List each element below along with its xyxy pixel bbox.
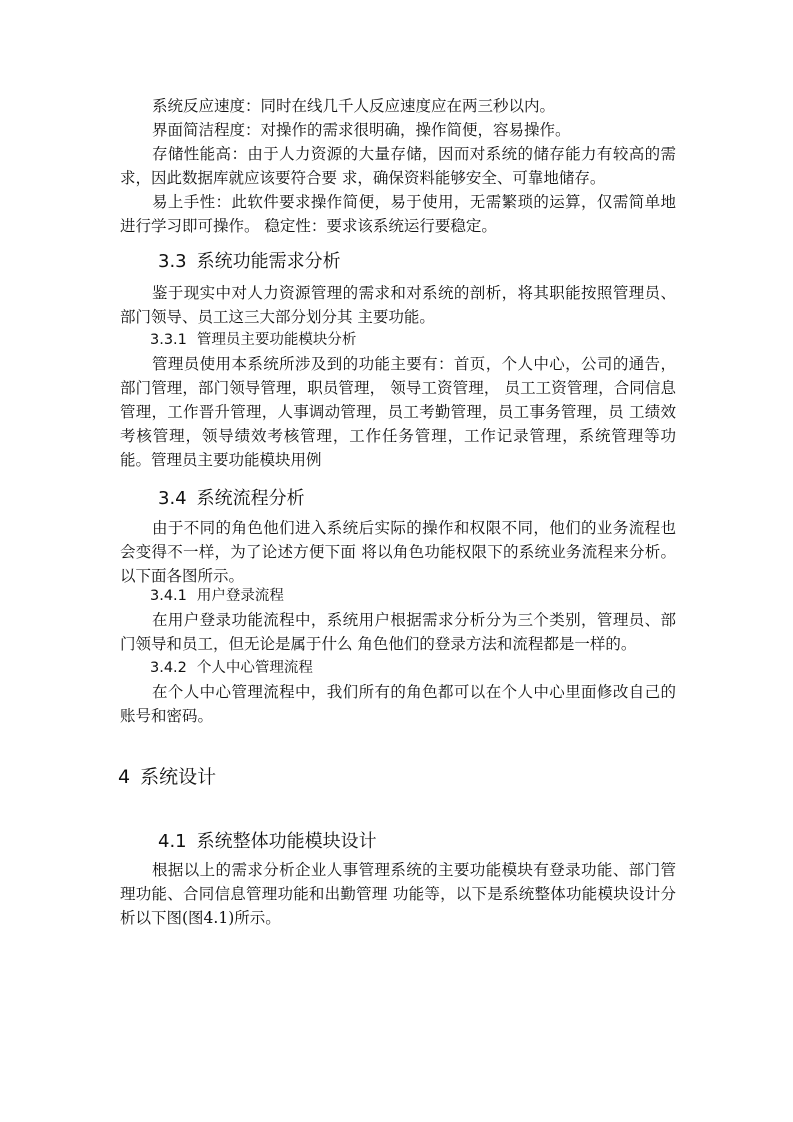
section-title: 用户登录流程 — [196, 588, 284, 604]
section-number: 3.4.1 — [150, 588, 187, 604]
paragraph-4-1: 根据以上的需求分析企业人事管理系统的主要功能模块有登录功能、部门管理功能、合同信息管理功能和出勤管理 功能等，以下是系统整体功能模块设计分析以下图(图4.1)所示。 — [120, 861, 676, 927]
chapter-heading-4 — [118, 762, 216, 789]
section-title: 系统功能需求分析 — [196, 251, 341, 272]
paragraph-ease-of-use: 易上手性：此软件要求操作简便，易于使用，无需繁琐的运算，仅需简单地进行学习即可操作。 稳定性：要求该系统运行要稳定。 — [120, 193, 676, 235]
paragraph-3-3: 鉴于现实中对人力资源管理的需求和对系统的剖析，将其职能按照管理员、部门领导、员工这三大部分划分其 主要功能。 — [120, 284, 676, 326]
paragraph-3-3-1: 管理员使用本系统所涉及到的功能主要有：首页，个人中心，公司的通告，部门管理，部门领导管理，职员管理， 领导工资管理， 员工工资管理，合同信息管理，工作晋升管理，人事调动管理，员工考勤管理，员工事务管理，员 工绩效考核管理，领导绩效考核管理，工作任务管理，工作记录管理，系统管理等功能。管理员主要功能模块用例 — [120, 355, 676, 469]
section-number: 3.4 — [158, 488, 187, 509]
paragraph-storage-performance: 存储性能高：由于人力资源的大量存储，因而对系统的储存能力有较高的需求，因此数据库就应该要符合要 求，确保资料能够安全、可靠地储存。 — [120, 145, 676, 187]
section-heading-3-4 — [158, 484, 305, 510]
paragraph-3-4-1: 在用户登录功能流程中，系统用户根据需求分析分为三个类别，管理员、部门领导和员工，但无论是属于什么 角色他们的登录方法和流程都是一样的。 — [120, 611, 676, 653]
section-heading-4-1 — [158, 827, 377, 853]
section-heading-3-4-2 — [150, 656, 313, 677]
section-heading-3-3 — [158, 247, 341, 273]
paragraph-response-speed: 系统反应速度：同时在线几千人反应速度应在两三秒以内。 — [152, 97, 556, 115]
section-title: 管理员主要功能模块分析 — [196, 332, 357, 348]
section-heading-3-4-1 — [150, 584, 284, 605]
section-number: 4.1 — [158, 831, 187, 852]
chapter-title: 系统设计 — [140, 766, 217, 788]
paragraph-interface-simplicity: 界面简洁程度：对操作的需求很明确，操作简便，容易操作。 — [152, 121, 571, 139]
section-title: 系统流程分析 — [196, 488, 305, 509]
section-title: 个人中心管理流程 — [196, 660, 313, 676]
section-title: 系统整体功能模块设计 — [196, 831, 377, 852]
section-number: 3.4.2 — [150, 660, 187, 676]
chapter-number: 4 — [118, 766, 131, 788]
section-number: 3.3 — [158, 251, 187, 272]
paragraph-3-4-2: 在个人中心管理流程中，我们所有的角色都可以在个人中心里面修改自己的账号和密码。 — [120, 683, 676, 725]
section-number: 3.3.1 — [150, 332, 187, 348]
section-heading-3-3-1 — [150, 328, 356, 349]
paragraph-3-4: 由于不同的角色他们进入系统后实际的操作和权限不同，他们的业务流程也会变得不一样，为了论述方便下面 将以角色功能权限下的系统业务流程来分析。以下面各图所示。 — [120, 519, 676, 585]
